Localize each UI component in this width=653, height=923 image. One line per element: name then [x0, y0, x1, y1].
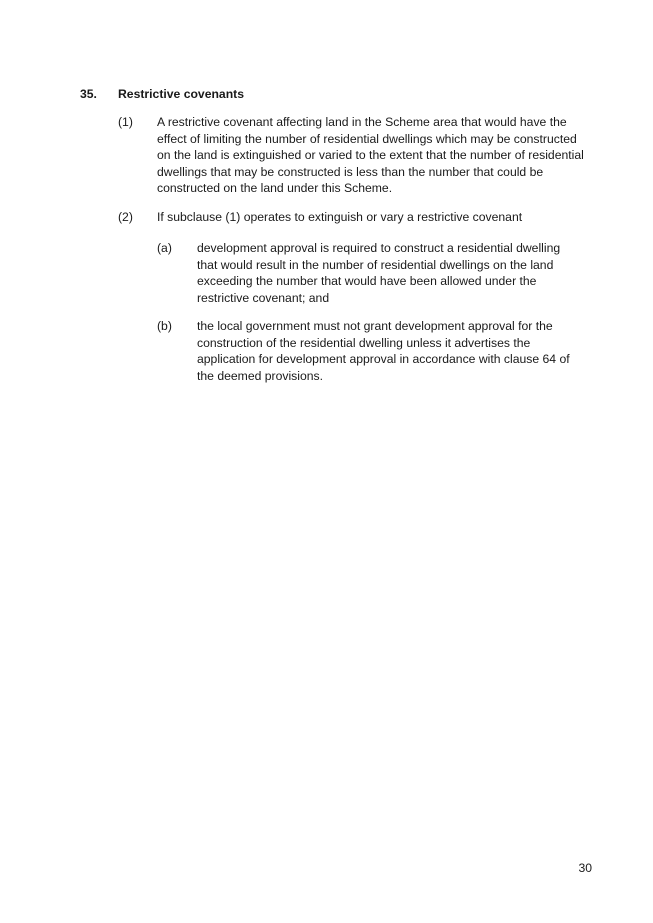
- subclause-label: (1): [118, 115, 133, 129]
- subclause-text: A restrictive covenant affecting land in the Scheme area that would have the effect of limiting the number of residential dwellings which may be constructed on the land is extinguished or varied to the extent that the number of residential dwellings that may be constructed is less than the number that could be constructed on the land under this Scheme.: [157, 115, 584, 196]
- paragraph-label: (b): [157, 319, 172, 333]
- subclause-text: If subclause (1) operates to extinguish or vary a restrictive covenant: [157, 210, 523, 224]
- subclause-label: (2): [118, 210, 133, 224]
- page-number: 30: [578, 861, 592, 875]
- paragraph-text: development approval is required to construct a residential dwelling that would result in the number of residential dwellings on the land exceeding the number that would have been allowed under the restrictive covenant; and: [197, 241, 561, 305]
- paragraph-text: the local government must not grant development approval for the construction of the residential dwelling unless it advertises the application for development approval in accordance with clause 64 of the deemed provisions.: [197, 319, 570, 383]
- clause-number: 35.: [80, 87, 97, 101]
- paragraph-label: (a): [157, 241, 172, 255]
- clause-title: Restrictive covenants: [118, 87, 244, 101]
